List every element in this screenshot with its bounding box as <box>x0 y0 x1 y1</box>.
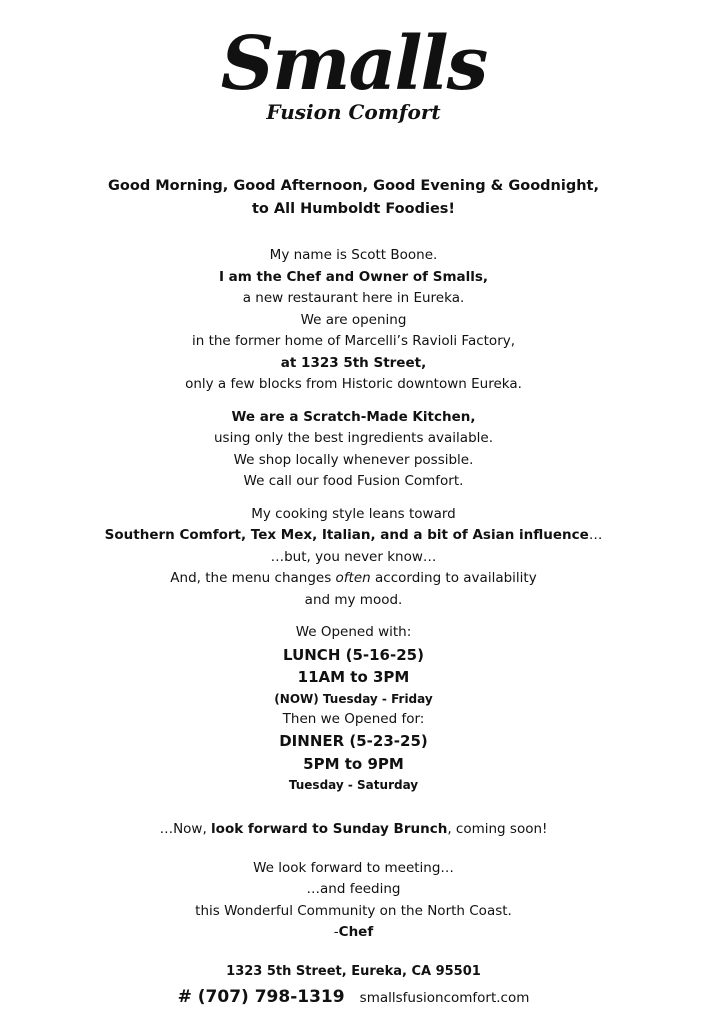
often-text: often <box>335 570 371 586</box>
closing-line: We look forward to meeting… <box>253 859 454 876</box>
greeting-line-1: Good Morning, Good Afternoon, Good Evening & Goodnight, <box>108 178 599 194</box>
logo-wordmark: Smalls <box>220 21 487 107</box>
lunch-days: (NOW) Tuesday - Friday <box>274 691 433 706</box>
lunch-time: 11AM to 3PM <box>297 668 410 686</box>
lunch-heading: LUNCH (5-16-25) <box>283 645 424 664</box>
opened-with-label: We Opened with: <box>295 624 412 640</box>
cuisine-list: Southern Comfort, Tex Mex, Italian, and a bit of Asian influence <box>104 527 589 543</box>
letter-body <box>0 175 707 1007</box>
signature <box>0 922 707 944</box>
brunch-line <box>0 819 707 841</box>
footer-address: 1323 5th Street, Eureka, CA 95501 <box>226 963 481 979</box>
kitchen-line: We are a Scratch-Made Kitchen, <box>231 408 476 425</box>
menu-text: according to availability <box>370 570 537 586</box>
kitchen-line: We shop locally whenever possible. <box>233 451 474 468</box>
then-opened-label: Then we Opened for: <box>282 710 425 727</box>
dinner-days: Tuesday - Saturday <box>288 778 419 792</box>
closing-line: …and feeding <box>306 881 401 897</box>
kitchen-line: using only the best ingredients available. <box>213 430 493 446</box>
signature-name: Chef <box>338 924 374 940</box>
signature-dash: - <box>333 924 339 940</box>
dinner-heading: DINNER (5-23-25) <box>279 732 428 750</box>
intro-line: a new restaurant here in Eureka. <box>242 290 465 306</box>
style-line <box>0 568 707 590</box>
style-line: and my mood. <box>304 591 403 608</box>
intro-line: I am the Chef and Owner of Smalls, <box>218 268 489 285</box>
intro-line: in the former home of Marcelli’s Ravioli Factory, <box>191 333 516 349</box>
website-link[interactable]: smallsfusioncomfort.com <box>359 989 530 1006</box>
phone-number[interactable]: # (707) 798-1319 <box>177 986 345 1007</box>
style-line <box>0 525 707 547</box>
brunch-bold: look forward to Sunday Brunch <box>211 821 448 837</box>
intro-line: My name is Scott Boone. <box>269 247 438 263</box>
logo-tagline: Fusion Comfort <box>266 100 441 124</box>
cuisine-ellipsis: … <box>588 527 603 543</box>
intro-line: at 1323 5th Street, <box>280 354 427 371</box>
menu-text: And, the menu changes <box>170 570 336 586</box>
brunch-pre: …Now, <box>159 821 212 837</box>
greeting-line-2: to All Humboldt Foodies! <box>251 201 456 217</box>
dinner-time: 5PM to 9PM <box>303 754 404 773</box>
intro-line: only a few blocks from Historic downtown Eureka. <box>185 376 522 392</box>
closing-line: this Wonderful Community on the North Coast. <box>195 902 512 919</box>
footer-contact <box>0 987 707 1007</box>
smalls-logo <box>0 22 707 124</box>
brunch-post: , coming soon! <box>447 821 548 837</box>
style-line: …but, you never know… <box>270 548 437 565</box>
intro-line: We are opening <box>300 311 407 328</box>
kitchen-line: We call our food Fusion Comfort. <box>243 473 464 489</box>
style-line: My cooking style leans toward <box>251 505 456 522</box>
